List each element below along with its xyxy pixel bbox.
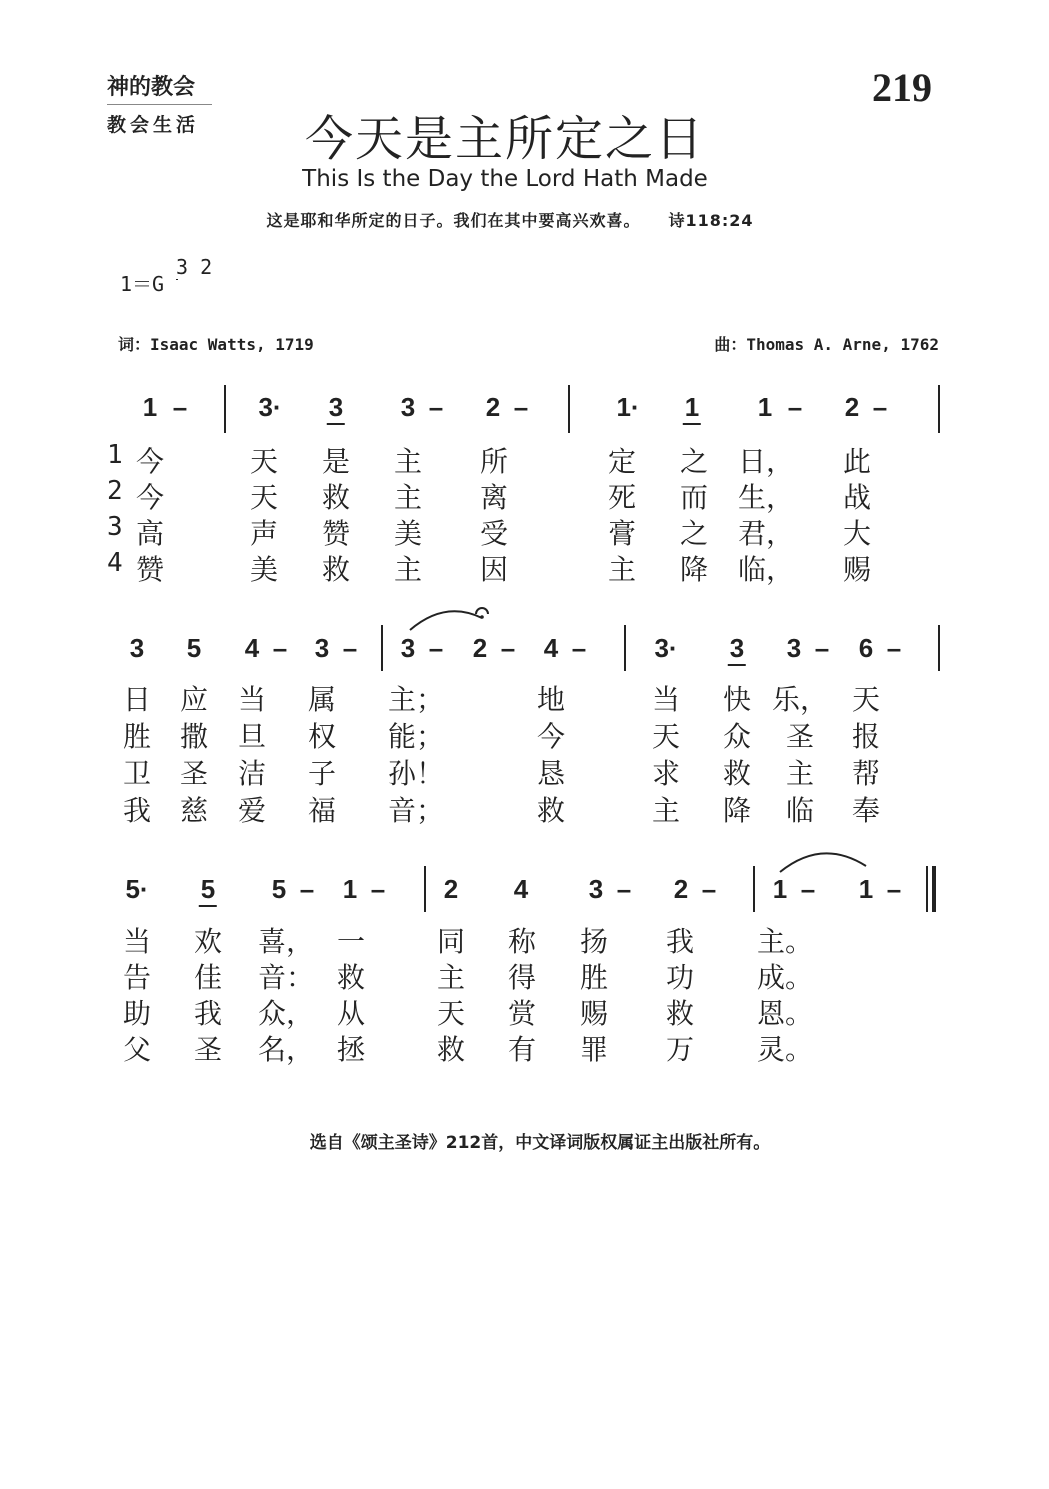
lyric-syllable: 膏 (607, 517, 637, 550)
bar-line (224, 385, 226, 433)
lyric-syllable: 日 (122, 683, 152, 716)
duration-dash: – (701, 874, 717, 904)
scripture-text: 这是耶和华所定的日子。我们在其中要高兴欢喜。 (266, 211, 641, 230)
lyric-syllable: 临， (737, 553, 795, 586)
lyric-syllable: 之 (679, 445, 709, 478)
lyric-syllable: 天 (436, 997, 466, 1030)
lyric-syllable: 因 (479, 553, 509, 586)
hymn-title-chinese: 今天是主所定之日 (304, 111, 705, 167)
note: 1 (683, 392, 701, 425)
lyric-syllable: 洁 (237, 757, 267, 790)
lyric-syllable: 救 (336, 961, 366, 994)
time-signature-top: 3 (176, 255, 189, 279)
tie-arc (410, 611, 482, 630)
lyric-syllable: 一 (336, 925, 366, 958)
lyric-syllable: 胜 (122, 720, 152, 753)
note: 5· (125, 874, 149, 904)
lyric-syllable: 受 (479, 517, 509, 550)
lyric-syllable: 胜 (579, 961, 609, 994)
lyric-syllable: 慈 (179, 794, 209, 827)
lyric-syllable: 主 (393, 445, 423, 478)
lyric-syllable: 君， (737, 517, 795, 550)
lyricist-credit: 词：Isaac Watts, 1719 (118, 335, 314, 354)
lyric-syllable: 地 (536, 683, 566, 716)
lyric-syllable: 救 (536, 794, 566, 827)
note: 3 (129, 633, 145, 663)
verse-number: 2 (107, 476, 123, 506)
lyric-syllable: 之 (679, 517, 709, 550)
note: 3 (786, 633, 802, 663)
lyric-syllable: 美 (249, 553, 279, 586)
lyric-syllable: 救 (321, 553, 351, 586)
duration-dash: – (299, 874, 315, 904)
lyric-syllable: 赏 (507, 997, 537, 1030)
lyric-syllable: 灵。 (756, 1033, 814, 1066)
lyric-syllable: 喜， (257, 925, 315, 958)
duration-dash: – (616, 874, 632, 904)
lyric-syllable: 属 (307, 683, 337, 716)
lyric-syllable: 音： (257, 961, 315, 994)
lyric-syllable: 今 (135, 481, 165, 514)
lyric-syllable: 定 (607, 445, 637, 478)
lyric-syllable: 权 (307, 720, 337, 753)
bar-line (624, 625, 626, 671)
lyric-syllable: 从 (336, 997, 366, 1030)
lyric-syllable: 罪 (579, 1033, 609, 1066)
lyric-syllable: 助 (122, 997, 152, 1030)
lyric-syllable: 我 (665, 925, 695, 958)
lyric-syllable: 拯 (336, 1033, 366, 1066)
final-bar-thin (926, 866, 928, 912)
note: 3 (728, 633, 746, 666)
note: 3· (654, 633, 678, 663)
note: 5 (186, 633, 202, 663)
lyric-syllable: 主 (393, 481, 423, 514)
lyric-syllable: 降 (722, 794, 752, 827)
lyric-syllable: 当 (651, 683, 681, 716)
lyric-syllable: 天 (651, 720, 681, 753)
duration-dash: – (428, 392, 444, 422)
note: 5 (199, 874, 217, 907)
lyric-syllable: 天 (249, 445, 279, 478)
lyric-syllable: 临 (785, 794, 815, 827)
note: 4 (543, 633, 559, 663)
lyric-syllable: 能； (387, 720, 445, 753)
lyric-syllable: 求 (651, 757, 681, 790)
fermata-dot (480, 615, 484, 619)
lyric-syllable: 扬 (579, 925, 609, 958)
lyric-syllable: 圣 (179, 757, 209, 790)
lyric-syllable: 是 (321, 445, 351, 478)
note: 3 (588, 874, 604, 904)
note: 6 (858, 633, 874, 663)
tie-arc (780, 853, 866, 872)
lyric-syllable: 救 (722, 757, 752, 790)
lyric-syllable: 声 (249, 517, 279, 550)
note: 1 (772, 874, 788, 904)
duration-dash: – (272, 633, 288, 663)
lyric-syllable: 帮 (851, 757, 881, 790)
hymn-number: 219 (872, 65, 932, 110)
note: 3 (327, 392, 345, 425)
note: 4 (244, 633, 260, 663)
lyric-syllable: 卫 (122, 757, 152, 790)
duration-dash: – (800, 874, 816, 904)
lyric-syllable: 救 (665, 997, 695, 1030)
lyric-syllable: 死 (607, 481, 637, 514)
lyric-syllable: 圣 (785, 720, 815, 753)
bar-line (424, 866, 426, 912)
lyric-syllable: 撒 (179, 720, 209, 753)
duration-dash: – (500, 633, 516, 663)
bar-line (568, 385, 570, 433)
lyric-syllable: 有 (507, 1033, 537, 1066)
note: 1 (757, 392, 773, 422)
lyric-syllable: 当 (122, 925, 152, 958)
lyric-syllable: 救 (436, 1033, 466, 1066)
note: 2 (472, 633, 488, 663)
lyric-syllable: 天 (851, 683, 881, 716)
lyric-syllable: 孙！ (387, 757, 445, 790)
scripture-line (0, 208, 1020, 231)
lyric-syllable: 功 (665, 961, 695, 994)
lyric-syllable: 名， (257, 1033, 315, 1066)
lyric-syllable: 恳 (536, 757, 566, 790)
lyric-syllable: 日， (737, 445, 795, 478)
lyric-syllable: 美 (393, 517, 423, 550)
note: 2 (673, 874, 689, 904)
scripture-reference: 诗118:24 (668, 211, 754, 230)
lyric-syllable: 成。 (756, 961, 814, 994)
lyric-syllable: 欢 (193, 925, 223, 958)
duration-dash: – (342, 633, 358, 663)
note: 3 (400, 392, 416, 422)
bar-line (938, 385, 940, 433)
note: 2 (844, 392, 860, 422)
lyric-syllable: 旦 (237, 720, 267, 753)
lyric-syllable: 快 (722, 683, 752, 716)
lyric-syllable: 主 (436, 961, 466, 994)
lyric-syllable: 众， (257, 997, 315, 1030)
lyric-syllable: 而 (679, 481, 709, 514)
lyric-syllable: 奉 (851, 794, 881, 827)
final-bar-thick (932, 866, 936, 912)
lyric-syllable: 降 (679, 553, 709, 586)
lyric-syllable: 福 (307, 794, 337, 827)
duration-dash: – (513, 392, 529, 422)
duration-dash: – (872, 392, 888, 422)
lyric-syllable: 应 (179, 683, 209, 716)
note: 1 (142, 392, 158, 422)
lyric-syllable: 主； (387, 683, 445, 716)
lyric-syllable: 赞 (135, 553, 165, 586)
lyric-syllable: 高 (135, 517, 165, 550)
lyric-syllable: 得 (507, 961, 537, 994)
note: 3 (314, 633, 330, 663)
lyric-syllable: 此 (842, 445, 872, 478)
subcategory-title: 教会生活 (107, 114, 200, 136)
lyric-syllable: 主 (785, 757, 815, 790)
lyric-syllable: 同 (436, 925, 466, 958)
lyric-syllable: 众 (722, 720, 752, 753)
bar-line (753, 866, 755, 912)
lyric-syllable: 我 (122, 794, 152, 827)
lyric-syllable: 救 (321, 481, 351, 514)
verse-number: 1 (107, 440, 123, 470)
duration-dash: – (886, 633, 902, 663)
verse-number: 3 (107, 512, 123, 542)
bar-line (938, 625, 940, 671)
lyric-syllable: 万 (665, 1033, 695, 1066)
lyric-syllable: 生， (737, 481, 795, 514)
lyric-syllable: 报 (851, 720, 881, 753)
lyric-syllable: 今 (135, 445, 165, 478)
lyric-syllable: 称 (507, 925, 537, 958)
note: 3 (400, 633, 416, 663)
duration-dash: – (428, 633, 444, 663)
note: 2 (443, 874, 459, 904)
duration-dash: – (886, 874, 902, 904)
bar-line (381, 625, 383, 671)
time-signature (176, 255, 213, 279)
lyric-syllable: 今 (536, 720, 566, 753)
lyric-syllable: 告 (122, 961, 152, 994)
duration-dash: – (787, 392, 803, 422)
note: 1 (858, 874, 874, 904)
lyric-syllable: 赐 (579, 997, 609, 1030)
time-signature-line (176, 279, 178, 280)
lyric-syllable: 赞 (321, 517, 351, 550)
lyric-syllable: 大 (842, 517, 872, 550)
lyric-syllable: 离 (479, 481, 509, 514)
key-signature: 1＝G (120, 272, 165, 296)
lyric-syllable: 主 (393, 553, 423, 586)
duration-dash: – (571, 633, 587, 663)
lyric-syllable: 主。 (756, 925, 814, 958)
note: 1 (342, 874, 358, 904)
lyric-syllable: 天 (249, 481, 279, 514)
lyric-syllable: 恩。 (756, 997, 814, 1030)
lyric-syllable: 战 (842, 481, 872, 514)
category-title: 神的教会 (107, 74, 196, 100)
lyric-syllable: 乐， (771, 683, 829, 716)
lyric-syllable: 当 (237, 683, 267, 716)
note: 5 (271, 874, 287, 904)
lyric-syllable: 所 (479, 445, 509, 478)
lyric-syllable: 佳 (193, 961, 223, 994)
lyric-syllable: 爱 (237, 794, 267, 827)
lyric-syllable: 圣 (193, 1033, 223, 1066)
lyric-syllable: 赐 (842, 553, 872, 586)
hymn-title-english: This Is the Day the Lord Hath Made (302, 166, 708, 192)
duration-dash: – (814, 633, 830, 663)
copyright-footer: 选自《颂主圣诗》212首，中文译词版权属证主出版社所有。 (309, 1133, 771, 1153)
lyric-syllable: 主 (651, 794, 681, 827)
duration-dash: – (172, 392, 188, 422)
lyric-syllable: 我 (193, 997, 223, 1030)
note: 1· (616, 392, 640, 422)
verse-number: 4 (107, 548, 123, 578)
lyric-syllable: 音； (387, 794, 445, 827)
time-signature-bottom: 2 (200, 255, 213, 279)
duration-dash: – (370, 874, 386, 904)
fermata-icon (476, 608, 488, 614)
lyric-syllable: 子 (307, 757, 337, 790)
note: 4 (513, 874, 529, 904)
composer-credit: 曲：Thomas A. Arne, 1762 (714, 335, 939, 354)
lyric-syllable: 主 (607, 553, 637, 586)
note: 3· (258, 392, 282, 422)
note: 2 (485, 392, 501, 422)
lyric-syllable: 父 (122, 1033, 152, 1066)
